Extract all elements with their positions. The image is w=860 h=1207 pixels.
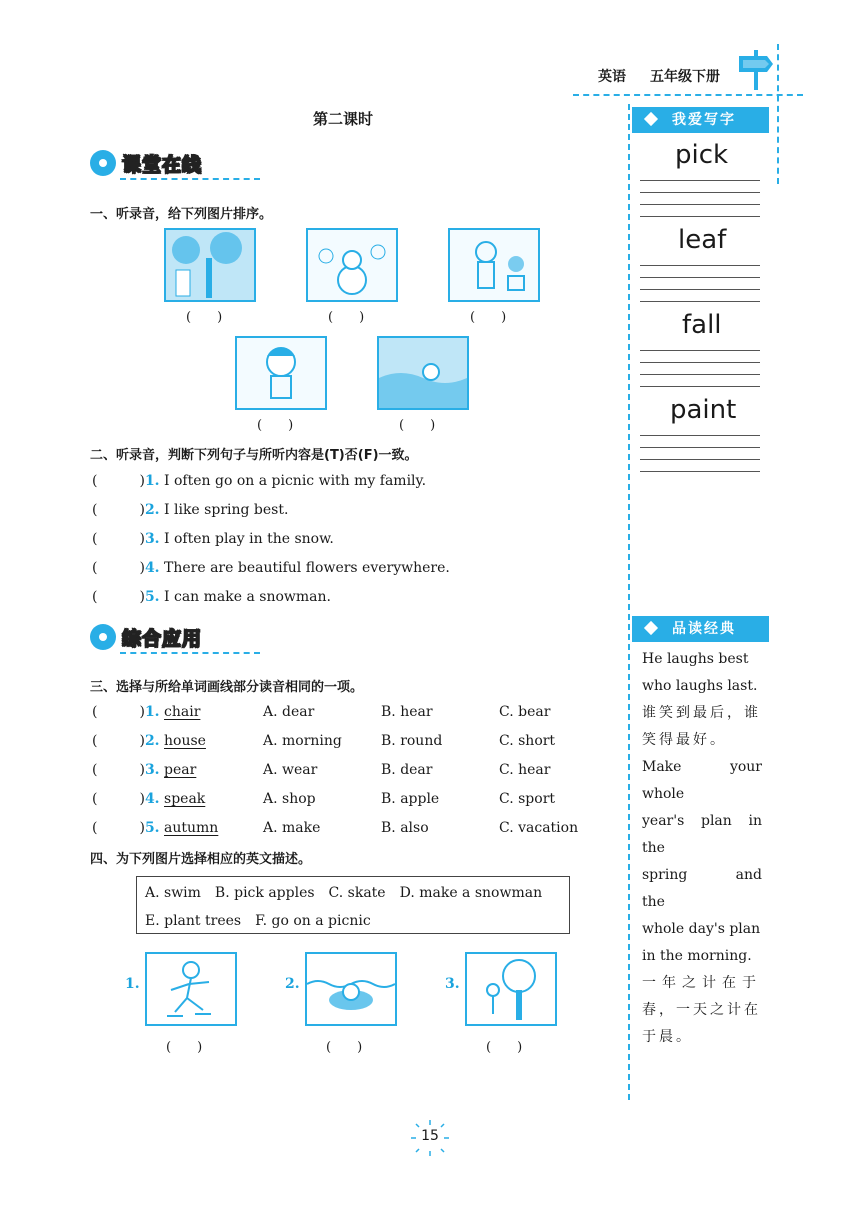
copy-word: paint	[670, 395, 737, 425]
writing-line	[640, 350, 760, 351]
q3-option-b: B. dear	[381, 762, 433, 778]
diamond-icon	[644, 621, 658, 635]
q1-title: 一、听录音，给下列图片排序。	[90, 207, 273, 222]
header-vrule	[777, 44, 779, 184]
writing-line	[640, 471, 760, 472]
q3-item: ( )1. chair	[92, 704, 201, 720]
reading-text: He laughs best who laughs last. 谁笑到最后，谁 笑得最好。 Make your whole year's plan in the spring and the whole day's plan in the morning. 一年之计在于 春，一天之计在 于晨。	[642, 651, 762, 1045]
q3-title: 三、选择与所给单词画线部分读音相同的一项。	[90, 680, 364, 695]
q2-item: ( )1. I often go on a picnic with my family.	[92, 473, 427, 489]
answer-paren[interactable]: ( )	[470, 310, 507, 325]
writing-line	[640, 265, 760, 266]
q2-title: 二、听录音，判断下列句子与所听内容是(T)否(F)一致。	[90, 448, 418, 463]
writing-line	[640, 386, 760, 387]
q3-option-c: C. vacation	[499, 820, 579, 836]
q3-option-c: C. short	[499, 733, 556, 749]
writing-line	[640, 362, 760, 363]
writing-line	[640, 216, 760, 217]
q2-item: ( )5. I can make a snowman.	[92, 589, 331, 605]
q3-option-a: A. morning	[263, 733, 342, 749]
copy-word: leaf	[678, 225, 727, 255]
q3-option-b: B. also	[381, 820, 429, 836]
writing-line	[640, 301, 760, 302]
q3-option-b: B. hear	[381, 704, 433, 720]
reading-tag: 品读经典	[632, 616, 769, 642]
q3-option-a: A. dear	[263, 704, 315, 720]
q4-title: 四、为下列图片选择相应的英文描述。	[90, 852, 312, 867]
q2-item: ( )2. I like spring best.	[92, 502, 289, 518]
answer-paren[interactable]: ( )	[326, 1040, 363, 1055]
answer-paren[interactable]: ( )	[257, 418, 294, 433]
answer-paren[interactable]: ( )	[486, 1040, 523, 1055]
q3-option-b: B. round	[381, 733, 443, 749]
diamond-icon	[644, 112, 658, 126]
q3-option-c: C. hear	[499, 762, 551, 778]
q2-item: ( )4. There are beautiful flowers everywhere.	[92, 560, 450, 576]
writing-line	[640, 204, 760, 205]
answer-paren[interactable]: ( )	[166, 1040, 203, 1055]
picture-apple-tree	[465, 952, 557, 1026]
q3-option-c: C. sport	[499, 791, 556, 807]
copy-word: pick	[675, 140, 729, 170]
answer-paren[interactable]: ( )	[186, 310, 223, 325]
section-heading-2: 综合应用	[90, 622, 202, 652]
writing-line	[640, 435, 760, 436]
picture-picking-apples	[164, 228, 256, 302]
q3-item: ( )4. speak	[92, 791, 206, 807]
lesson-title: 第二课时	[313, 110, 374, 128]
q3-item: ( )5. autumn	[92, 820, 219, 836]
q4-options-box: A. swim B. pick apples C. skate D. make a snowman E. plant trees F. go on a picnic	[136, 876, 570, 934]
q4-label: 1.	[125, 976, 140, 992]
q3-option-a: A. wear	[263, 762, 318, 778]
gear-icon	[90, 624, 116, 650]
writing-line	[640, 277, 760, 278]
picture-snowman	[306, 228, 398, 302]
signpost-icon	[735, 46, 775, 90]
answer-paren[interactable]: ( )	[399, 418, 436, 433]
picture-flowers	[448, 228, 540, 302]
writing-line	[640, 447, 760, 448]
q3-option-a: A. shop	[263, 791, 316, 807]
writing-line	[640, 459, 760, 460]
q3-option-b: B. apple	[381, 791, 440, 807]
q3-option-a: A. make	[263, 820, 321, 836]
writing-line	[640, 374, 760, 375]
writing-tag: 我爱写字	[632, 107, 769, 133]
writing-line	[640, 180, 760, 181]
writing-line	[640, 289, 760, 290]
q4-label: 3.	[445, 976, 460, 992]
section-heading-1: 课堂在线	[90, 148, 202, 178]
q2-item: ( )3. I often play in the snow.	[92, 531, 334, 547]
picture-swimming	[377, 336, 469, 410]
copy-word: fall	[682, 310, 722, 340]
picture-swim-ring	[305, 952, 397, 1026]
picture-skating	[145, 952, 237, 1026]
sidebar-divider	[628, 104, 630, 1100]
header-rule	[573, 94, 803, 96]
writing-line	[640, 192, 760, 193]
q3-option-c: C. bear	[499, 704, 551, 720]
q3-item: ( )2. house	[92, 733, 206, 749]
q4-label: 2.	[285, 976, 300, 992]
answer-paren[interactable]: ( )	[328, 310, 365, 325]
q3-item: ( )3. pear	[92, 762, 197, 778]
gear-icon	[90, 150, 116, 176]
page-number: 15	[421, 1128, 439, 1144]
picture-girl-ice-cream	[235, 336, 327, 410]
header-subject: 英语	[598, 69, 626, 85]
header-grade: 五年级下册	[650, 69, 720, 85]
